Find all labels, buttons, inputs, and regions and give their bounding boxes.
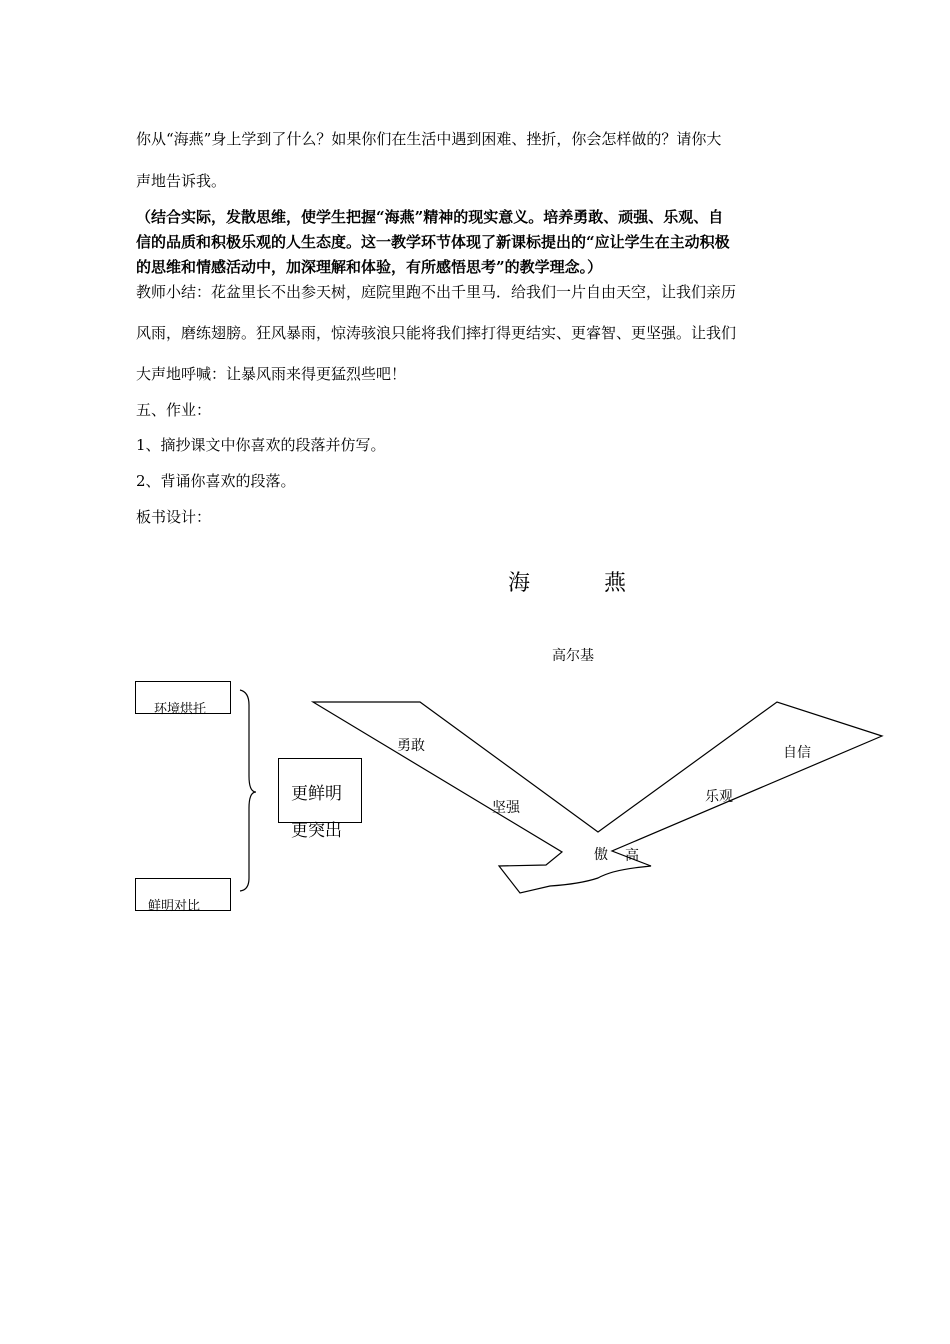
curly-brace	[240, 690, 256, 891]
box-environment-label: 环境烘托	[154, 702, 207, 717]
design-intent-line-3: 的思维和情感活动中，加深理解和体验，有所感悟思考”的教学理念。）	[136, 258, 603, 276]
box-effect-line-2: 更突出	[291, 821, 342, 841]
paragraph-question-line-2: 声地告诉我。	[136, 172, 227, 190]
teacher-summary-line-1: 教师小结：花盆里长不出参天树，庭院里跑不出千里马．给我们一片自由天空，让我们亲历	[136, 283, 737, 301]
board-author: 高尔基	[552, 648, 594, 664]
wing-left-label-1: 勇敢	[397, 738, 425, 754]
teacher-summary-line-2: 风雨，磨练翅膀。狂风暴雨，惊涛骇浪只能将我们摔打得更结实、更睿智、更坚强。让我们	[136, 324, 737, 342]
board-design-heading: 板书设计：	[136, 508, 212, 526]
teacher-summary-line-3: 大声地呼喊：让暴风雨来得更猛烈些吧！	[136, 365, 407, 383]
box-effect-line-1: 更鲜明	[291, 784, 342, 804]
homework-heading: 五、作业：	[136, 401, 212, 419]
board-title-left-char: 海	[508, 571, 531, 596]
paragraph-question-line-1: 你从“海燕”身上学到了什么？如果你们在生活中遇到困难、挫折，你会怎样做的？请你大	[136, 130, 722, 148]
wing-right-label-1: 自信	[783, 745, 811, 761]
homework-item-1: 1、摘抄课文中你喜欢的段落并仿写。	[136, 436, 386, 454]
board-title-right-char: 燕	[604, 571, 627, 596]
body-label-1: 傲	[594, 847, 608, 863]
box-contrast-label: 鲜明对比	[148, 899, 201, 914]
design-intent-line-1: （结合实际，发散思维，使学生把握“海燕”精神的现实意义。培养勇敢、顽强、乐观、自	[136, 208, 724, 226]
design-intent-line-2: 信的品质和积极乐观的人生态度。这一教学环节体现了新课标提出的“应让学生在主动积极	[136, 233, 730, 251]
body-label-2: 高	[625, 848, 639, 864]
petrel-bird-outline	[313, 702, 882, 893]
wing-right-label-2: 乐观	[705, 789, 733, 805]
wing-left-label-2: 坚强	[492, 800, 520, 816]
homework-item-2: 2、背诵你喜欢的段落。	[136, 472, 296, 490]
